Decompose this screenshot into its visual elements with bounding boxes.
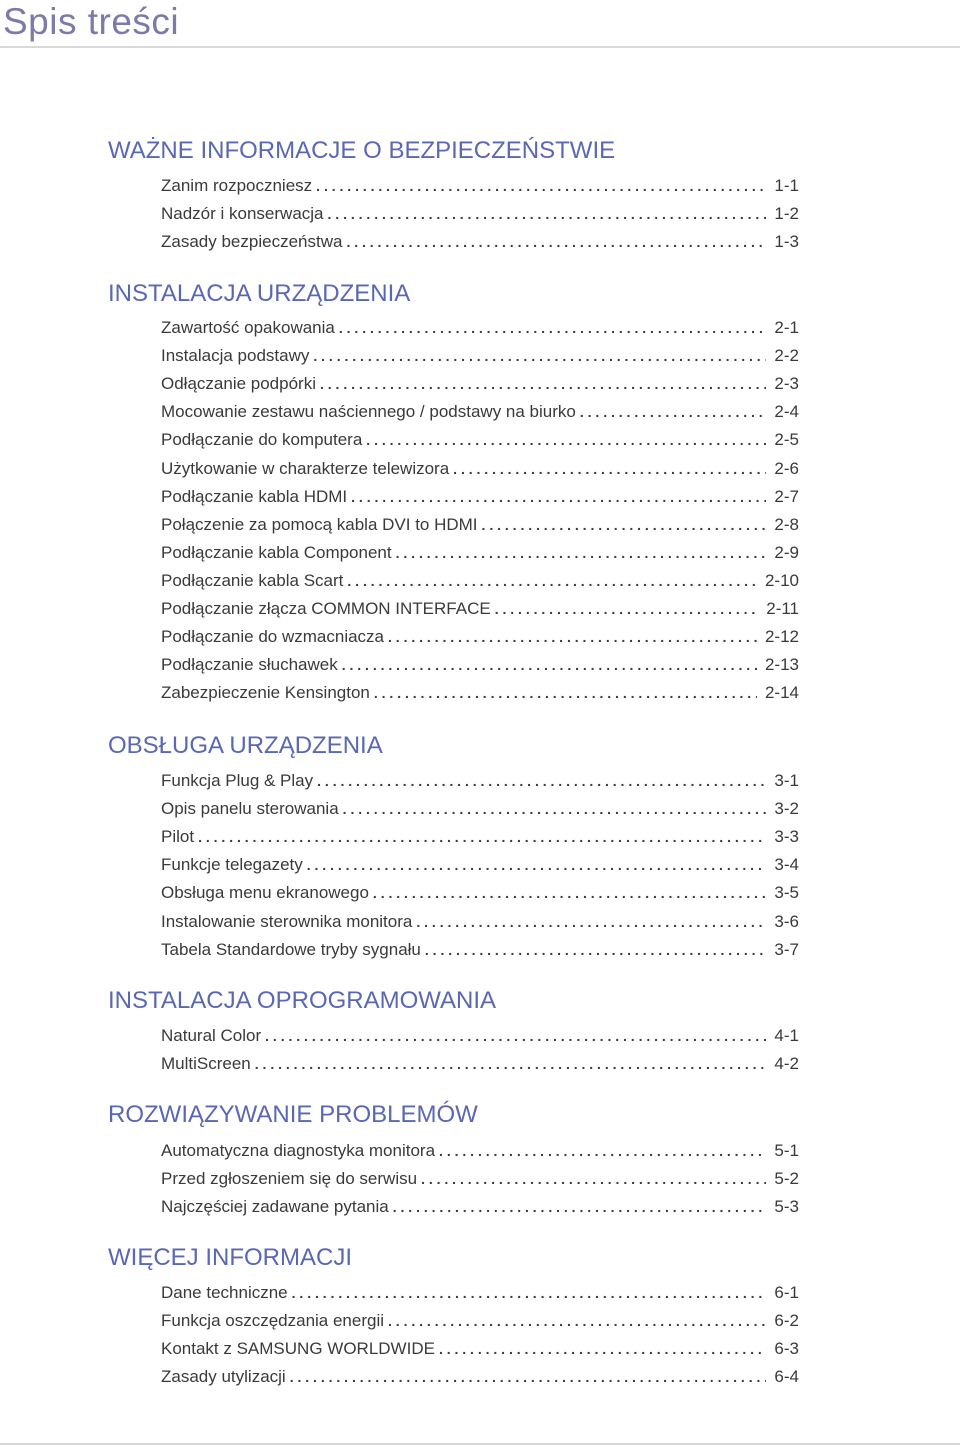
toc-entry-page-number: 2-7 [774, 486, 799, 506]
bottom-divider [0, 1443, 960, 1445]
toc-entry-label: Instalacja podstawy [161, 346, 310, 366]
dot-leader [313, 344, 766, 368]
dot-leader [421, 1167, 766, 1191]
toc-entry-page-number: 6-1 [774, 1283, 799, 1302]
section-heading: ROZWIĄZYWANIE PROBLEMÓW [108, 1101, 478, 1128]
toc-entry-label: Nadzór i konserwacja [161, 204, 324, 224]
dot-leader [439, 1337, 766, 1361]
dot-leader [316, 174, 766, 198]
toc-entry[interactable] [161, 513, 799, 537]
toc-entry-label: MultiScreen [161, 1054, 251, 1074]
toc-entry-label: Użytkowanie w charakterze telewizora [161, 458, 450, 478]
toc-entry[interactable] [161, 174, 799, 198]
dot-leader [290, 1365, 767, 1389]
toc-entry-label: Połączenie za pomocą kabla DVI to HDMI [161, 514, 478, 534]
toc-entry[interactable] [161, 1024, 799, 1048]
dot-leader [439, 1139, 766, 1163]
toc-entry-label: Podłączanie do komputera [161, 430, 363, 450]
toc-entry-page-number: 3-6 [774, 911, 799, 931]
toc-entry-page-number: 2-13 [764, 655, 799, 675]
toc-entry-page-number: 2-10 [764, 570, 799, 590]
toc-entry-page-number: 3-2 [774, 799, 799, 819]
page-title: Spis treści [3, 1, 180, 42]
toc-entry-label: Podłączanie kabla Component [161, 542, 392, 562]
section-heading: OBSŁUGA URZĄDZENIA [108, 732, 383, 759]
dot-leader [328, 202, 767, 226]
dot-leader [292, 1281, 767, 1305]
dot-leader [388, 625, 757, 649]
toc-entry[interactable] [161, 1195, 799, 1219]
toc-entry[interactable] [161, 316, 799, 340]
toc-entry[interactable] [161, 910, 799, 934]
toc-entry[interactable] [161, 230, 799, 254]
toc-entry-label: Zasady utylizacji [161, 1367, 286, 1387]
toc-entry[interactable] [161, 938, 799, 962]
toc-entry[interactable] [161, 1139, 799, 1163]
toc-entry-label: Zasady bezpieczeństwa [161, 232, 343, 252]
toc-entry-page-number: 3-3 [774, 827, 799, 847]
section-heading: INSTALACJA OPROGRAMOWANIA [108, 987, 497, 1014]
toc-entry[interactable] [161, 372, 799, 396]
toc-entry[interactable] [161, 400, 799, 424]
toc-entry[interactable] [161, 202, 799, 226]
section-heading: WAŻNE INFORMACJE O BEZPIECZEŃSTWIE [108, 137, 616, 164]
toc-entry-page-number: 2-8 [774, 514, 799, 534]
dot-leader [347, 569, 757, 593]
dot-leader [580, 400, 767, 424]
toc-entry-page-number: 2-5 [774, 430, 799, 450]
toc-entry-label: Podłączanie kabla Scart [161, 570, 344, 590]
toc-entry[interactable] [161, 769, 799, 793]
title-divider [0, 46, 960, 48]
toc-entry[interactable] [161, 485, 799, 509]
dot-leader [388, 1309, 766, 1333]
toc-entry[interactable] [161, 881, 799, 905]
section-heading: WIĘCEJ INFORMACJI [108, 1244, 352, 1271]
toc-entry[interactable] [161, 1052, 799, 1076]
dot-leader [342, 653, 757, 677]
toc-entry-page-number: 1-1 [774, 176, 799, 195]
dot-leader [393, 1195, 767, 1219]
toc-entry-label: Zanim rozpoczniesz [161, 176, 313, 195]
toc-entry-page-number: 2-1 [774, 318, 799, 337]
dot-leader [482, 513, 767, 537]
dot-leader [495, 597, 759, 621]
toc-entry-page-number: 3-4 [774, 855, 799, 875]
dot-leader [366, 428, 766, 452]
toc-entry[interactable] [161, 569, 799, 593]
dot-leader [307, 853, 767, 877]
toc-entry[interactable] [161, 1337, 799, 1361]
toc-entry-page-number: 2-9 [774, 542, 799, 562]
toc-entry-label: Przed zgłoszeniem się do serwisu [161, 1169, 418, 1189]
toc-entry-page-number: 6-2 [774, 1311, 799, 1331]
dot-leader [425, 938, 767, 962]
toc-entry[interactable] [161, 1309, 799, 1333]
toc-entry[interactable] [161, 1365, 799, 1389]
toc-entry[interactable] [161, 797, 799, 821]
toc-entry-label: Mocowanie zestawu naściennego / podstawy na biurko [161, 402, 576, 422]
toc-entry-label: Tabela Standardowe tryby sygnału [161, 939, 421, 959]
toc-entry[interactable] [161, 625, 799, 649]
toc-entry-label: Zabezpieczenie Kensington [161, 683, 370, 703]
toc-entry-label: Opis panelu sterowania [161, 799, 339, 819]
toc-entry-label: Obsługa menu ekranowego [161, 883, 369, 903]
toc-entry-label: Dane techniczne [161, 1283, 288, 1302]
section-heading: INSTALACJA URZĄDZENIA [108, 280, 411, 307]
toc-entry-label: Odłączanie podpórki [161, 374, 316, 394]
toc-entry-page-number: 2-12 [764, 627, 799, 647]
toc-entry-label: Pilot [161, 827, 195, 847]
toc-entry-label: Funkcja Plug & Play [161, 771, 314, 790]
toc-entry[interactable] [161, 825, 799, 849]
toc-entry-page-number: 1-2 [774, 204, 799, 224]
dot-leader [416, 910, 766, 934]
toc-entry-page-number: 3-1 [774, 771, 799, 790]
toc-entry-page-number: 2-6 [774, 458, 799, 478]
toc-entry-label: Instalowanie sterownika monitora [161, 911, 413, 931]
toc-entry-label: Podłączanie kabla HDMI [161, 486, 348, 506]
toc-entry-label: Najczęściej zadawane pytania [161, 1197, 389, 1217]
dot-leader [453, 457, 766, 481]
toc-entry-label: Podłączanie złącza COMMON INTERFACE [161, 599, 491, 618]
toc-entry-label: Podłączanie słuchawek [161, 655, 338, 675]
toc-entry[interactable] [161, 681, 799, 705]
dot-leader [351, 485, 766, 509]
toc-entry-label: Natural Color [161, 1026, 262, 1045]
dot-leader [339, 316, 767, 340]
dot-leader [317, 769, 766, 793]
toc-entry[interactable] [161, 597, 799, 621]
toc-entry[interactable] [161, 1167, 799, 1191]
dot-leader [255, 1052, 767, 1076]
toc-entry-label: Funkcje telegazety [161, 855, 303, 875]
dot-leader [320, 372, 766, 396]
toc-entry-page-number: 4-1 [774, 1026, 799, 1045]
toc-entry-label: Podłączanie do wzmacniacza [161, 627, 385, 647]
dot-leader [198, 825, 766, 849]
toc-entry-page-number: 6-4 [774, 1367, 799, 1387]
toc-entry-page-number: 3-5 [774, 883, 799, 903]
toc-entry-page-number: 5-2 [774, 1169, 799, 1189]
toc-entry-page-number: 6-3 [774, 1339, 799, 1359]
toc-entry-page-number: 2-2 [774, 346, 799, 366]
toc-entry-label: Kontakt z SAMSUNG WORLDWIDE [161, 1339, 435, 1359]
toc-entry-page-number: 2-4 [774, 402, 799, 422]
toc-entry-page-number: 5-1 [774, 1141, 799, 1160]
toc-entry-page-number: 4-2 [774, 1054, 799, 1074]
dot-leader [265, 1024, 766, 1048]
toc-entry[interactable] [161, 853, 799, 877]
toc-entry[interactable] [161, 457, 799, 481]
dot-leader [346, 230, 766, 254]
toc-entry-label: Funkcja oszczędzania energii [161, 1311, 385, 1331]
toc-entry[interactable] [161, 344, 799, 368]
dot-leader [373, 881, 767, 905]
toc-entry-page-number: 2-3 [774, 374, 799, 394]
toc-entry-label: Automatyczna diagnostyka monitora [161, 1141, 436, 1160]
dot-leader [396, 541, 767, 565]
toc-entry[interactable] [161, 1281, 799, 1305]
dot-leader [343, 797, 767, 821]
toc-entry-page-number: 5-3 [774, 1197, 799, 1217]
toc-entry-page-number: 2-14 [764, 683, 799, 703]
toc-entry-page-number: 3-7 [774, 939, 799, 959]
toc-entry-page-number: 1-3 [774, 232, 799, 252]
toc-entry-label: Zawartość opakowania [161, 318, 335, 337]
toc-entry-page-number: 2-11 [766, 599, 799, 618]
dot-leader [374, 681, 757, 705]
toc-entry[interactable] [161, 541, 799, 565]
toc-entry[interactable] [161, 428, 799, 452]
toc-entry[interactable] [161, 653, 799, 677]
